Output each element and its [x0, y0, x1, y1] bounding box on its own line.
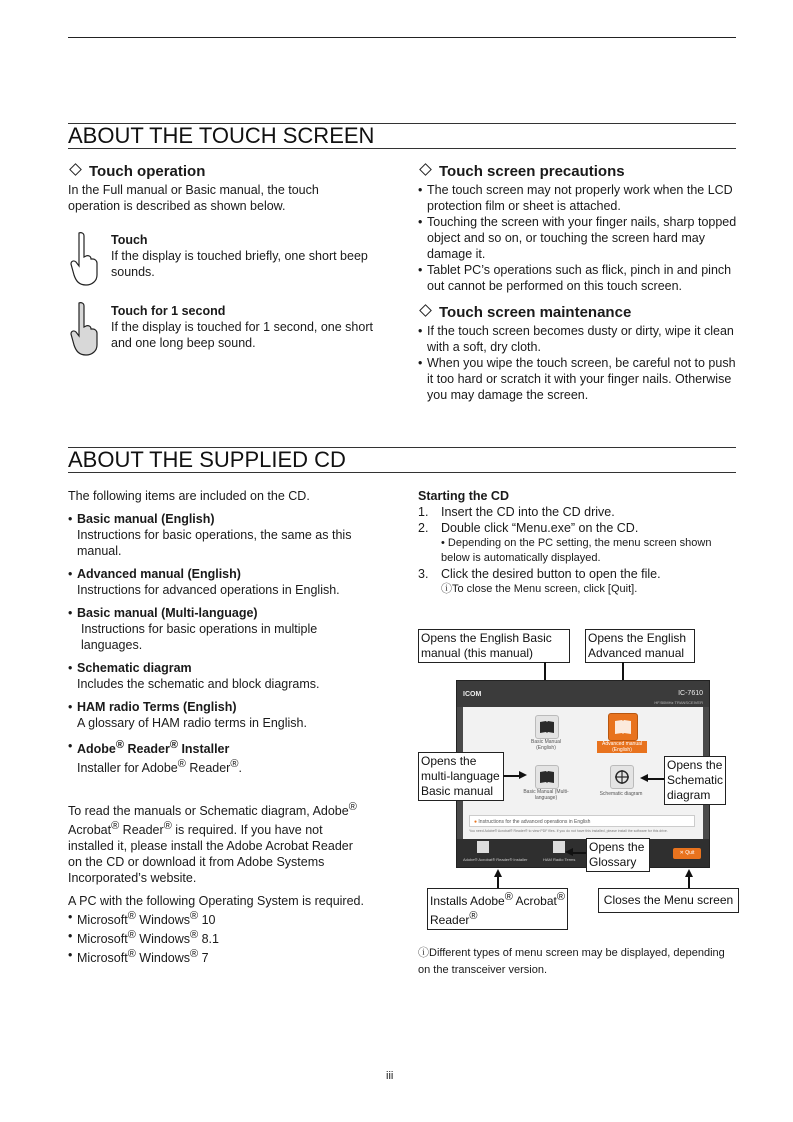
touch-hold-desc: If the display is touched for 1 second, one short and one long beep sound.: [111, 320, 373, 350]
cd-item-title: • HAM radio Terms (English): [77, 700, 237, 714]
cd-item-desc: Instructions for advanced operations in English.: [77, 583, 340, 597]
list-item: • If the touch screen becomes dusty or dirty, wipe it clean with a soft, dry cloth.: [418, 323, 738, 355]
touch-operation-intro: In the Full manual or Basic manual, the touch operation is described as shown below.: [68, 183, 319, 213]
callout-advanced-manual: Opens the English Advanced manual: [585, 629, 695, 663]
touch-operation-heading: Touch operation: [68, 163, 398, 181]
list-item: • When you wipe the touch screen, be careful not to push it too hard or scratch it with your finger nails. Otherwise you may damage the screen.: [418, 355, 738, 403]
os-note: [68, 893, 398, 966]
cd-contents-block: [68, 488, 388, 776]
arrow-head: [685, 869, 693, 877]
list-item: • Microsoft® Windows® 10: [68, 909, 398, 928]
model-label: IC-7610: [678, 690, 703, 697]
touch-hold-hand-icon: [70, 301, 102, 357]
list-item: • The touch screen may not properly work when the LCD protection film or sheet is attached.: [418, 182, 738, 214]
list-item: [68, 660, 388, 692]
list-item: • Touching the screen with your finger nails, sharp topped object and so on, or touching the screen hard may damage it.: [418, 214, 738, 262]
menu-screen-header: [457, 681, 709, 707]
step-note: • Depending on the PC setting, the menu screen shown below is automatically displayed.: [441, 537, 712, 564]
ham-terms-button[interactable]: [553, 841, 565, 853]
info-line: ● Instructions for the advanced operations in English: [469, 815, 695, 827]
step-item: 1. Insert the CD into the CD drive.: [418, 505, 615, 519]
arrow-head: [519, 771, 527, 779]
reader-note: To read the manuals or Schematic diagram, Adobe® Acrobat® Reader® is required. If you have not installed it, please install the Adobe Acrobat Reader on the CD or download it from Adobe Systems Incorporated’s website.: [68, 801, 357, 886]
info-circle-icon: ⓘ: [441, 583, 452, 595]
info-circle-icon: ⓘ: [418, 947, 429, 959]
cd-item-desc: Instructions for basic operations, the same as this manual.: [77, 528, 352, 558]
starting-cd-heading: Starting the CD: [418, 489, 509, 503]
list-item: • Microsoft® Windows® 7: [68, 947, 398, 966]
cd-item-title: • Advanced manual (English): [77, 567, 241, 581]
multi-language-label: Basic Manual (Multi-language): [523, 789, 569, 801]
touch-operation-block: [68, 163, 398, 214]
maintenance-block: [418, 304, 738, 403]
callout-schematic: Opens the Schematic diagram: [664, 756, 726, 805]
precautions-block: [418, 163, 738, 294]
cd-items-list: [68, 511, 388, 776]
page-number: iii: [386, 1070, 394, 1082]
callout-basic-manual: Opens the English Basic manual (this manual): [418, 629, 570, 663]
steps-list: [418, 504, 748, 597]
diamond-icon: [419, 304, 432, 317]
icom-logo: ICOM: [463, 691, 482, 698]
list-item: [68, 605, 388, 653]
list-item: [68, 566, 388, 598]
step-item: 2. Double click “Menu.exe” on the CD. • Depending on the PC setting, the menu screen shown below is automatically displayed.: [418, 520, 748, 566]
diamond-icon: [69, 163, 82, 176]
diamond-icon: [419, 163, 432, 176]
top-rule: [68, 37, 736, 38]
adobe-reader-button[interactable]: [477, 841, 489, 853]
precautions-heading: Touch screen precautions: [418, 163, 738, 181]
touch-title: Touch: [111, 233, 148, 247]
touch-hand-icon: [70, 231, 102, 287]
step-item: 3. Click the desired button to open the file. ⓘTo close the Menu screen, click [Quit].: [418, 566, 748, 597]
arrow-head: [640, 774, 648, 782]
basic-manual-button[interactable]: [535, 715, 559, 739]
list-item: [68, 511, 388, 559]
list-item: • Tablet PC’s operations such as flick, pinch in and pinch out cannot be performed on this touch screen.: [418, 262, 738, 294]
cd-item-title: • Basic manual (Multi-language): [77, 606, 258, 620]
section-title-supplied-cd: ABOUT THE SUPPLIED CD: [68, 447, 736, 473]
quit-button[interactable]: ✕ Quit: [673, 848, 701, 859]
schematic-button[interactable]: [610, 765, 634, 789]
cd-intro: The following items are included on the CD.: [68, 489, 310, 503]
arrow-line: [497, 876, 499, 888]
callout-multi-language: Opens the multi-language Basic manual: [418, 752, 504, 801]
close-icon: ✕: [679, 850, 684, 856]
arrow-head: [565, 848, 573, 856]
schematic-label: Schematic diagram: [599, 791, 643, 797]
arrow-head: [494, 869, 502, 877]
list-item: [68, 738, 388, 776]
model-sub-label: HF/50MHz TRANSCEIVER: [654, 700, 703, 705]
touch-hold-title: Touch for 1 second: [111, 304, 226, 318]
cd-item-title: • Schematic diagram: [77, 661, 192, 675]
maintenance-heading: Touch screen maintenance: [418, 304, 738, 322]
callout-glossary: Opens the Glossary: [586, 838, 650, 872]
os-list: [68, 909, 398, 966]
maintenance-list: [418, 323, 738, 403]
precautions-list: [418, 182, 738, 294]
advanced-manual-label: Advanced manual (English): [597, 741, 647, 753]
callout-installs-adobe: Installs Adobe® Acrobat® Reader®: [427, 888, 568, 930]
touch-hold-description: [111, 303, 381, 351]
cd-item-desc: Instructions for basic operations in multiple languages.: [81, 622, 318, 652]
info-dot-icon: ●: [474, 819, 478, 825]
starting-cd-block: [418, 488, 748, 597]
adobe-reader-label: Adobe® Acrobat® Reader® Installer: [463, 857, 528, 862]
touch-description: [111, 232, 396, 280]
advanced-manual-button[interactable]: [608, 713, 638, 741]
touch-desc: If the display is touched briefly, one short beep sounds.: [111, 249, 368, 279]
callout-closes-menu: Closes the Menu screen: [598, 888, 739, 913]
cd-item-desc: Includes the schematic and block diagrams.: [77, 677, 320, 691]
book-icon: [536, 716, 558, 738]
ham-terms-label: HAM Radio Terms: [543, 857, 576, 862]
basic-manual-label: Basic Manual (English): [530, 739, 561, 751]
arrow-line: [688, 876, 690, 888]
arrow-line: [646, 778, 664, 780]
cd-item-desc: Installer for Adobe® Reader®.: [77, 758, 242, 776]
schematic-icon: [611, 766, 633, 788]
section-title-touch-screen: ABOUT THE TOUCH SCREEN: [68, 123, 736, 149]
os-intro: A PC with the following Operating System is required.: [68, 894, 364, 908]
list-item: [68, 699, 388, 731]
reader-notice: You need Adobe® Acrobat® Reader® to view PDF files. If you do not have this installed, please install the software for this drive.: [469, 829, 668, 833]
step-note: ⓘTo close the Menu screen, click [Quit].: [441, 583, 638, 595]
cd-item-title: • Basic manual (English): [77, 512, 215, 526]
list-item: • Microsoft® Windows® 8.1: [68, 928, 398, 947]
cd-item-title: • Adobe® Reader® Installer: [77, 739, 230, 757]
book-icon: [609, 714, 637, 740]
footnote: ⓘDifferent types of menu screen may be displayed, depending on the transceiver version.: [418, 947, 725, 976]
multi-language-button[interactable]: [535, 765, 559, 789]
book-icon: [536, 766, 558, 788]
cd-item-desc: A glossary of HAM radio terms in English.: [77, 716, 307, 730]
